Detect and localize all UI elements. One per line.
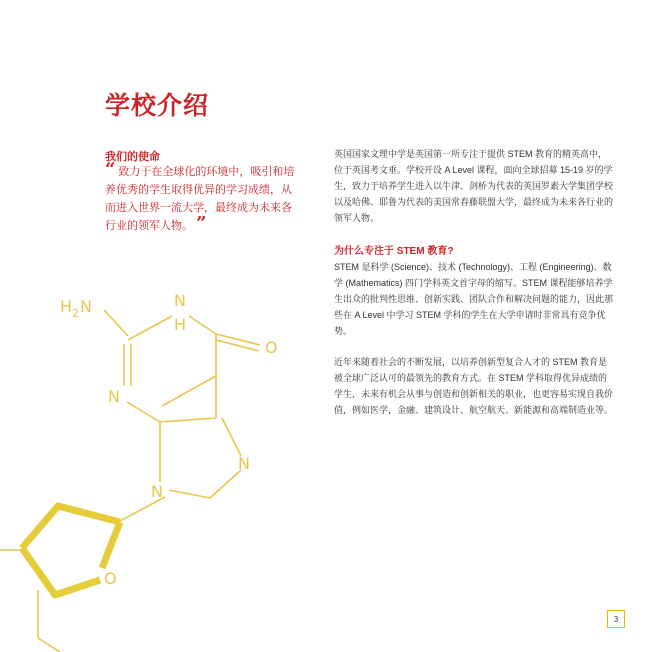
intro-paragraph: 英国国家文理中学是英国第一所专注于提供 STEM 教育的精英高中，位于英国考文垂。学校开设 A Level 课程，面向全球招募 15-19 岁的学生，致力于培养学生进入以牛津、剑桥为代表的英国罗素大学集团学校以及哈佛、耶鲁为代表的美国常春藤联盟大学，最终成为未来各行业的领军人物。 <box>334 149 614 223</box>
page-title: 学校介绍 <box>105 92 210 120</box>
why-stem-paragraph-1: STEM 是科学 (Science)、技术 (Technology)、工程 (Engineering)、数学 (Mathematics) 四门学科英文首字母的缩写。STEM 课程能够培养学生出众的批判性思维、创新实践、团队合作和解决问题的能力，因此那些在 A Level 中学习 STEM 学科的学生在大学申请时非常具有竞争优势。 <box>334 262 614 336</box>
mission-heading: 我们的使命 <box>105 151 160 163</box>
atom-o-ring: O <box>104 569 117 588</box>
atom-n-right: N <box>238 454 250 473</box>
why-stem-paragraph-2: 近年来随着社会的不断发展，以培养创新型复合人才的 STEM 教育是被全球广泛认可的最领先的教育方式。在 STEM 学科取得优异成绩的学生，未来有机会从事与创造和创新相关的职业，也更容易实现自我价值，例如医学，金融、建筑设计、航空航天、新能源和高端制造业等。 <box>334 357 614 415</box>
molecule-bonds <box>0 310 260 652</box>
atom-n-bottom: N <box>151 482 163 501</box>
why-stem-heading: 为什么专注于 STEM 教育? <box>334 246 454 257</box>
atom-subscript-2: 2 <box>72 307 79 320</box>
atom-n-top: N <box>174 291 186 310</box>
mission-text: 致力于在全球化的环境中，吸引和培养优秀的学生取得优异的学习成绩，从而进入世界一流大学，最终成为未来各行业的领军人物。 <box>105 166 295 232</box>
page-number: 3 <box>607 610 625 628</box>
atom-n-amino: N <box>80 297 92 316</box>
atom-o-carbonyl: O <box>265 338 278 357</box>
atom-h: H <box>60 297 73 316</box>
open-quote-icon: “ <box>105 159 116 180</box>
atom-n-left: N <box>108 387 120 406</box>
close-quote-icon: ” <box>196 213 207 234</box>
atom-h-top: H <box>174 315 187 334</box>
